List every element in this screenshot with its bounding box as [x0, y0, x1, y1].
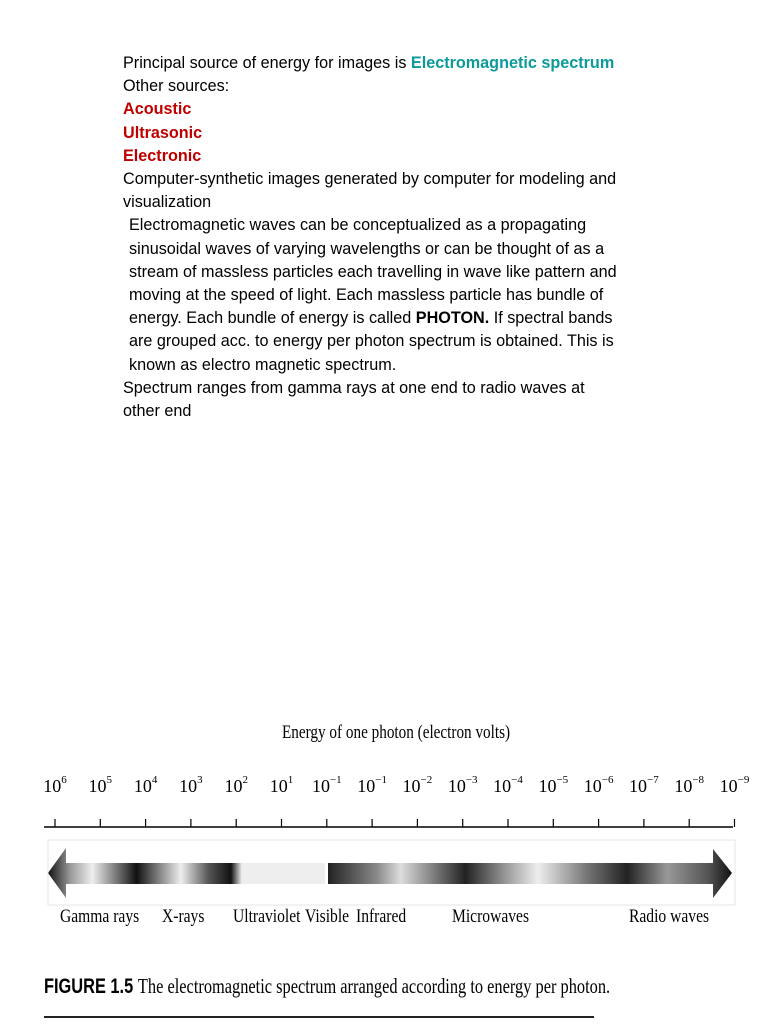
tick-label: $10^1$: [269, 774, 294, 796]
photon-term: PHOTON.: [415, 309, 490, 328]
tick-marks: [55, 819, 735, 827]
spectrum-bar-left: [48, 848, 325, 898]
tick-label: $10^{-3}$: [447, 774, 478, 796]
tick-label: $10^{-8}$: [674, 774, 705, 796]
em-line-1: Electromagnetic waves can be conceptualized as a propagating: [129, 216, 587, 235]
em-paragraph: [123, 214, 723, 376]
tick-label: $10^5$: [88, 774, 113, 796]
band-label-gamma-rays: Gamma rays: [60, 906, 140, 927]
band-label-visible: Visible: [305, 906, 350, 927]
synthetic-line-2: visualization: [123, 193, 212, 212]
tick-label: $10^{-9}$: [719, 774, 750, 796]
tick-label: $10^{-5}$: [538, 774, 569, 796]
tick-label: $10^{-1}$: [357, 774, 387, 796]
em-spectrum-figure: [0, 700, 768, 1024]
principal-source-line: Principal source of energy for images is Electromagnetic spectrum: [123, 54, 615, 72]
caption-rule: [44, 1016, 594, 1018]
em-line-5: energy. Each bundle of energy is called PHOTON. If spectral bands: [129, 309, 613, 328]
other-sources-label: Other sources:: [123, 77, 230, 96]
source-acoustic: Acoustic: [123, 100, 192, 119]
tick-label: $10^2$: [224, 774, 248, 796]
tick-label: $10^{-4}$: [493, 774, 523, 796]
range-line-2: other end: [123, 402, 192, 421]
tick-label: $10^3$: [179, 774, 203, 796]
band-label-x-rays: X-rays: [162, 906, 205, 927]
band-label-radio-waves: Radio waves: [629, 906, 710, 927]
em-line-4: moving at the speed of light. Each massless particle has bundle of: [129, 286, 604, 305]
source-ultrasonic: Ultrasonic: [123, 123, 203, 142]
band-label-ultraviolet: Ultraviolet: [233, 906, 301, 927]
tick-label: $10^{-6}$: [583, 774, 614, 796]
axis-title: Energy of one photon (electron volts): [282, 722, 511, 743]
figure-caption-text: The electromagnetic spectrum arranged according to energy per photon.: [137, 974, 611, 998]
em-line-3: stream of massless particles each travelling in wave like pattern and: [129, 262, 617, 281]
band-label-microwaves: Microwaves: [452, 906, 530, 927]
range-line-1: Spectrum ranges from gamma rays at one end to radio waves at: [123, 378, 585, 397]
figure-caption: [44, 974, 610, 999]
figure-label: FIGURE 1.5: [44, 975, 134, 998]
tick-label: $10^{-2}$: [402, 774, 433, 796]
tick-label: $10^{-7}$: [629, 774, 659, 796]
synthetic-line-1: Computer-synthetic images generated by computer for modeling and: [123, 170, 617, 189]
em-line-6: are grouped acc. to energy per photon spectrum is obtained. This is: [129, 332, 614, 351]
tick-label: $10^4$: [133, 774, 158, 796]
em-line-2: sinusoidal waves of varying wavelengths or can be thought of as a: [129, 239, 605, 258]
em-spectrum-highlight: Electromagnetic spectrum: [410, 54, 615, 72]
spectrum-graphic: [0, 800, 768, 1000]
spectrum-bar-right: [328, 849, 732, 898]
tick-label: $10^{-1}$: [311, 774, 342, 796]
tick-label: $10^6$: [43, 774, 67, 796]
em-line-7: known as electro magnetic spectrum.: [129, 355, 397, 374]
band-label-infrared: Infrared: [356, 906, 407, 927]
source-electronic: Electronic: [123, 146, 202, 165]
slide-text: [123, 52, 723, 423]
